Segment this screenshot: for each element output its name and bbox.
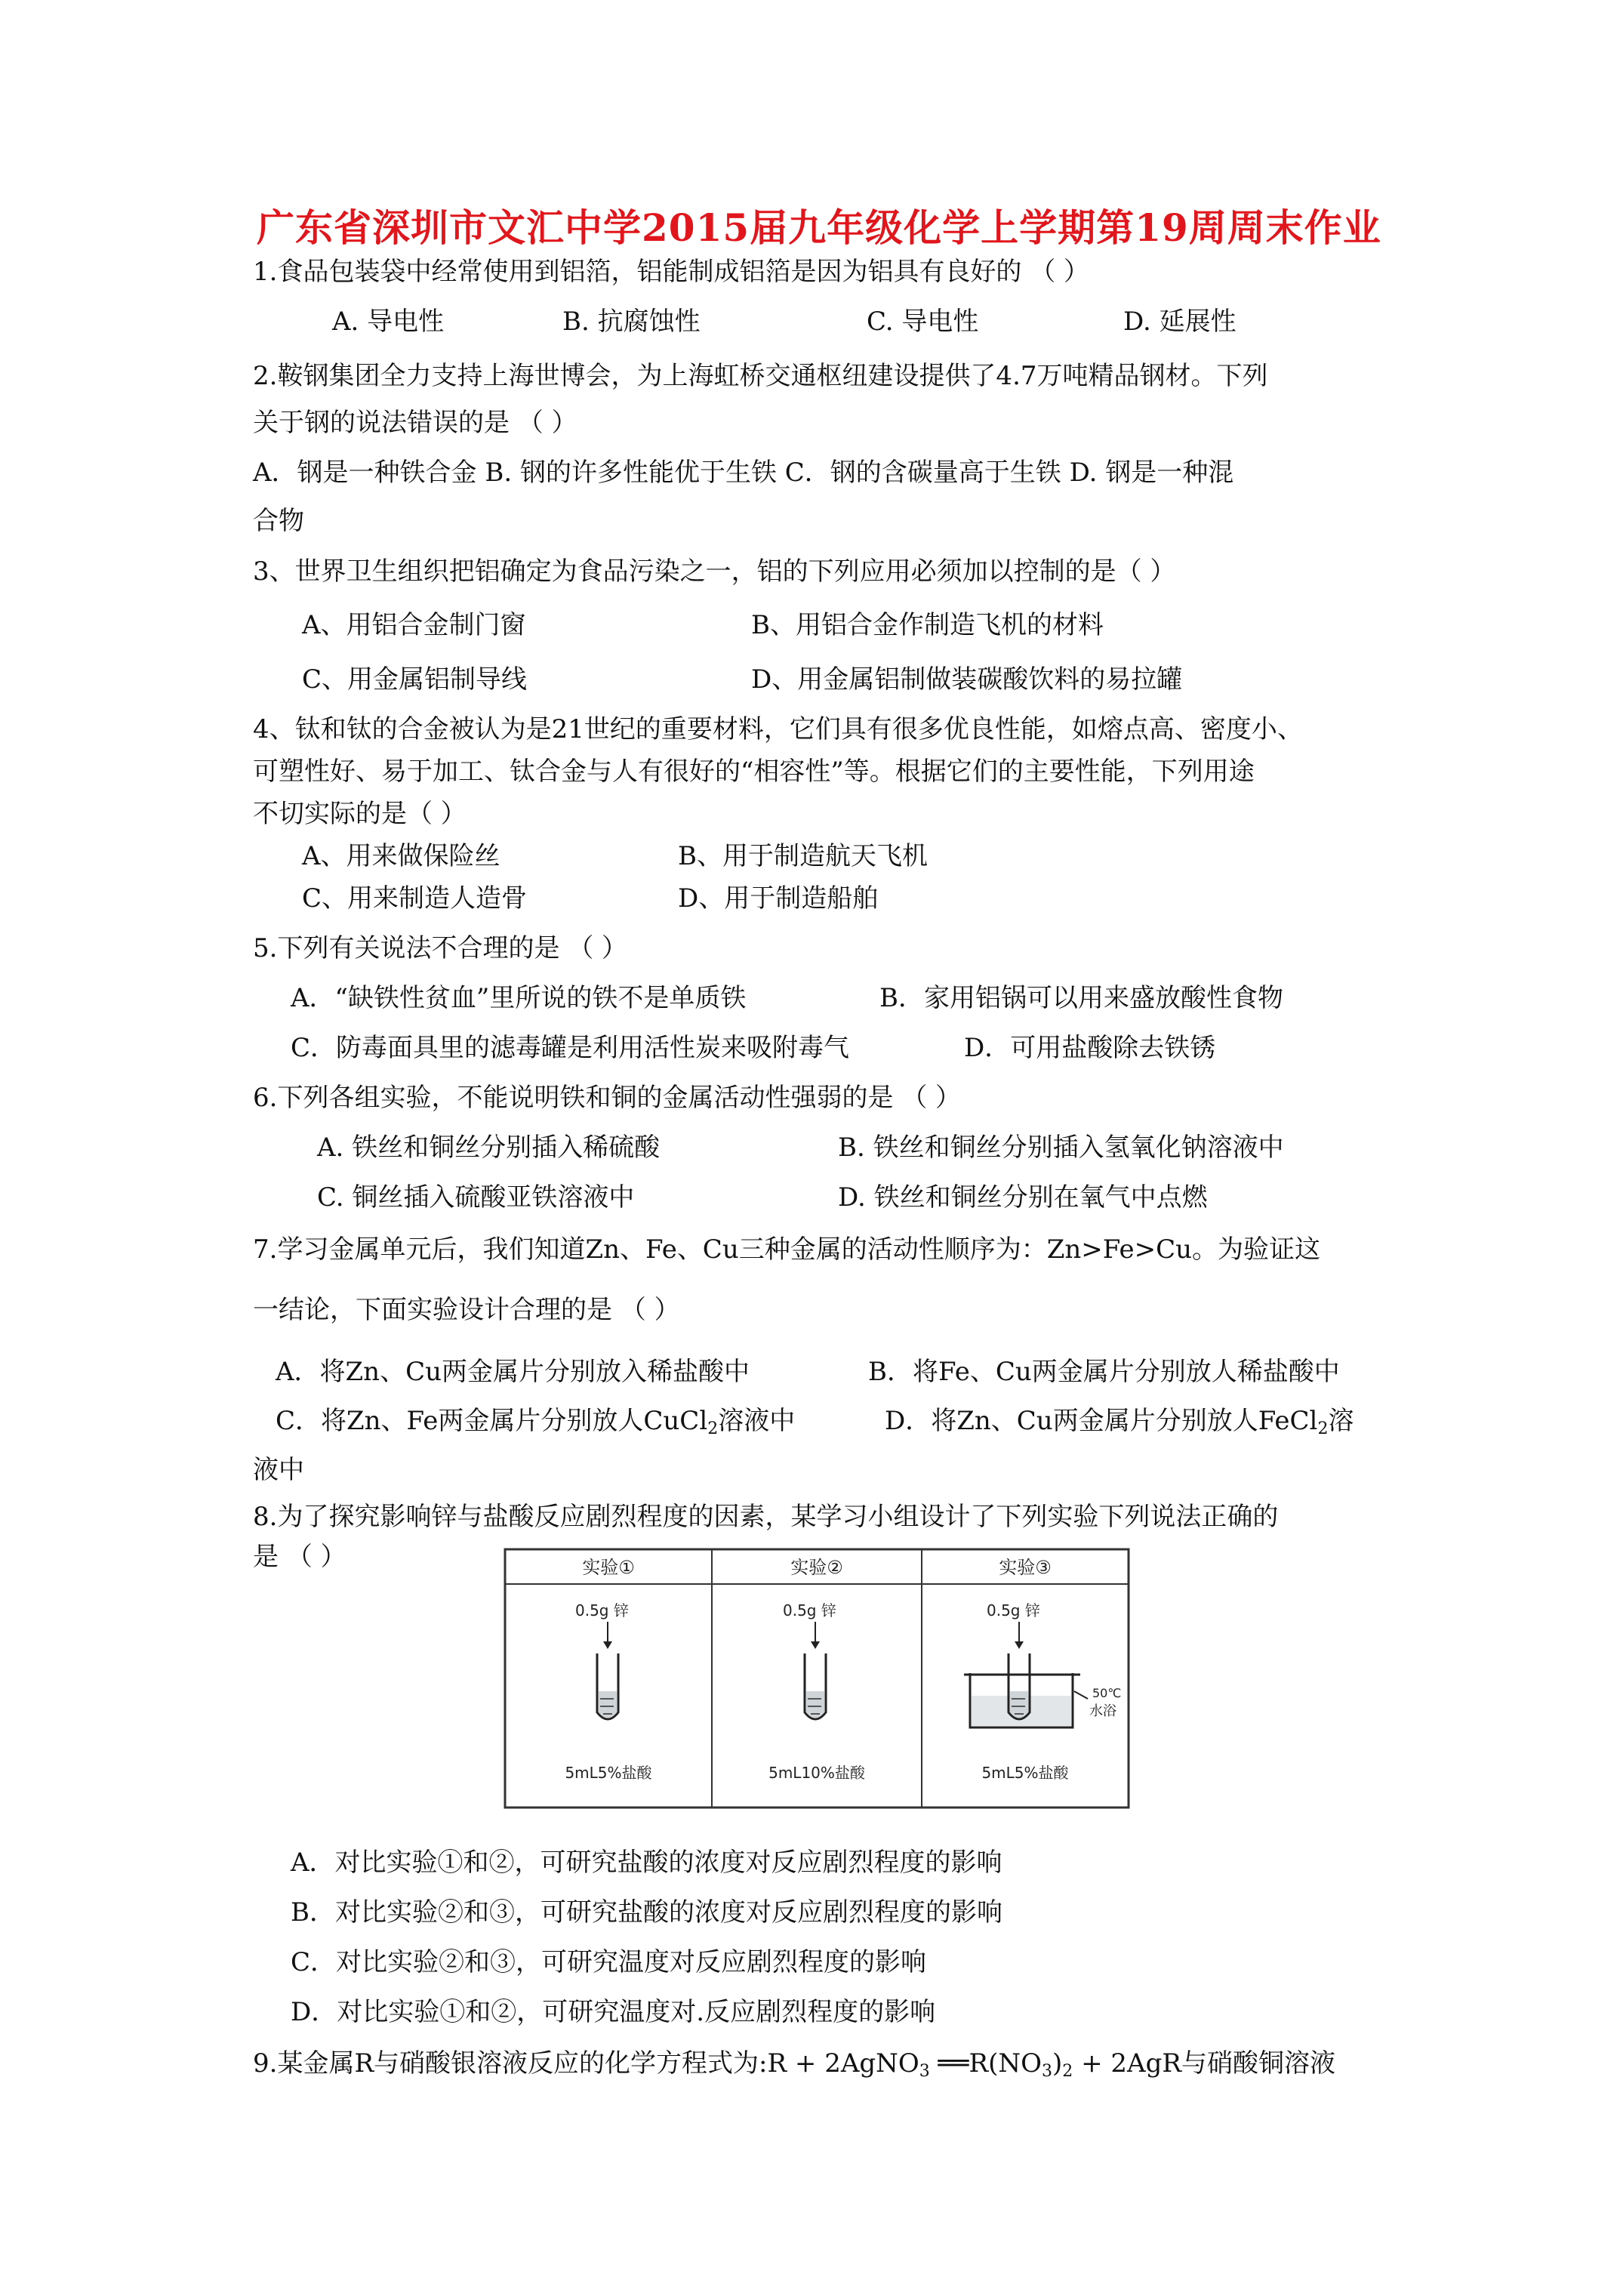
question-8-option-b: B．对比实验②和③，可研究盐酸的浓度对反应剧烈程度的影响: [291, 1897, 1002, 1928]
experiment-diagram: [504, 1548, 1130, 1809]
experiment-3-header: 实验③: [999, 1557, 1052, 1578]
question-6-option-d: D. 铁丝和铜丝分别在氧气中点燃: [838, 1182, 1208, 1213]
question-7-stem-line-2: 一结论，下面实验设计合理的是 （ ）: [253, 1295, 680, 1325]
experiment-2-zinc-label: 0.5g 锌: [783, 1601, 836, 1620]
experiment-3-acid-label: 5mL5%盐酸: [981, 1764, 1069, 1782]
question-2-stem-line-1: 2.鞍钢集团全力支持上海世博会，为上海虹桥交通枢纽建设提供了4.7万吨精品钢材。下列: [253, 361, 1268, 391]
question-8-option-c: C．对比实验②和③，可研究温度对反应剧烈程度的影响: [291, 1947, 927, 1977]
question-7-option-a: A．将Zn、Cu两金属片分别放入稀盐酸中: [276, 1357, 750, 1387]
question-3-option-d: D、用金属铝制做装碳酸饮料的易拉罐: [751, 664, 1183, 695]
question-4-option-c: C、用来制造人造骨: [302, 883, 528, 914]
question-8-stem-line-2: 是 （ ）: [253, 1542, 346, 1572]
question-8-option-d: D．对比实验①和②，可研究温度对.反应剧烈程度的影响: [291, 1997, 936, 2027]
experiment-1-acid-label: 5mL5%盐酸: [565, 1764, 652, 1782]
question-4-stem-line-3: 不切实际的是（ ）: [253, 799, 467, 829]
question-8-stem-line-1: 8.为了探究影响锌与盐酸反应剧烈程度的因素，某学习小组设计了下列实验下列说法正确的: [253, 1502, 1279, 1532]
question-7-stem-line-1: 7.学习金属单元后，我们知道Zn、Fe、Cu三种金属的活动性顺序为：Zn>Fe>Cu。为验证这: [253, 1234, 1320, 1265]
question-2-stem-line-2: 关于钢的说法错误的是 （ ）: [253, 408, 577, 438]
question-6-stem: 6.下列各组实验，不能说明铁和铜的金属活动性强弱的是 （ ）: [253, 1083, 962, 1113]
question-5-stem: 5.下列有关说法不合理的是 （ ）: [253, 933, 628, 963]
question-9-stem: 9.某金属R与硝酸银溶液反应的化学方程式为:R + 2AgNO$_3$ $══R(NO_3)_2 + 2AgR$与硝酸铜溶液: [253, 2048, 1335, 2081]
question-6-option-b: B. 铁丝和铜丝分别插入氢氧化钠溶液中: [838, 1133, 1284, 1163]
question-1-option-d: D. 延展性: [1123, 307, 1236, 337]
question-4-option-d: D、用于制造船舶: [678, 883, 879, 914]
question-4-option-a: A、用来做保险丝: [302, 841, 500, 871]
question-3-option-a: A、用铝合金制门窗: [302, 610, 526, 640]
question-2-options-line-1: A．钢是一种铁合金 B. 钢的许多性能优于生铁 C．钢的含碳量高于生铁 D. 钢是一种混: [253, 458, 1234, 488]
question-5-option-b: B．家用铝锅可以用来盛放酸性食物: [879, 983, 1283, 1013]
question-1-option-c: C. 导电性: [867, 307, 979, 337]
question-2-options-line-2: 合物: [253, 506, 304, 536]
experiment-3-temperature-label: 50℃: [1092, 1686, 1122, 1700]
question-1-option-a: A. 导电性: [332, 307, 445, 337]
question-4-stem-line-2: 可塑性好、易于加工、钛合金与人有很好的“相容性”等。根据它们的主要性能，下列用途: [253, 757, 1255, 787]
question-6-option-a: A. 铁丝和铜丝分别插入稀硫酸: [317, 1133, 661, 1163]
question-3-option-b: B、用铝合金作制造飞机的材料: [751, 610, 1104, 640]
page-title: 广东省深圳市文汇中学2015届九年级化学上学期第19周周末作业: [257, 205, 1381, 250]
question-5-option-d: D．可用盐酸除去铁锈: [964, 1033, 1216, 1063]
question-7-option-c: C．将Zn、Fe两金属片分别放人CuCl$_2$溶液中: [276, 1406, 796, 1438]
question-4-stem-line-1: 4、钛和钛的合金被认为是21世纪的重要材料，它们具有很多优良性能，如熔点高、密度小、: [253, 714, 1303, 744]
question-8-option-a: A．对比实验①和②，可研究盐酸的浓度对反应剧烈程度的影响: [291, 1848, 1002, 1878]
experiment-2-header: 实验②: [790, 1557, 843, 1578]
question-6-option-c: C. 铜丝插入硫酸亚铁溶液中: [317, 1182, 635, 1213]
experiment-3-bath-label: 水浴: [1089, 1703, 1116, 1719]
question-5-option-a: A．“缺铁性贫血”里所说的铁不是单质铁: [291, 983, 747, 1013]
question-1-option-b: B. 抗腐蚀性: [562, 307, 701, 337]
question-3-option-c: C、用金属铝制导线: [302, 664, 528, 695]
question-7-option-d: D．将Zn、Cu两金属片分别放人FeCl$_2$溶: [885, 1406, 1354, 1438]
experiment-1-header: 实验①: [582, 1557, 635, 1578]
question-7-option-d-continued: 液中: [253, 1455, 304, 1485]
question-4-option-b: B、用于制造航天飞机: [678, 841, 928, 871]
question-3-stem: 3、世界卫生组织把铝确定为食品污染之一，铝的下列应用必须加以控制的是（ ）: [253, 556, 1176, 587]
experiment-figure: [504, 1548, 1130, 1809]
experiment-3-zinc-label: 0.5g 锌: [987, 1601, 1040, 1620]
question-7-option-b: B．将Fe、Cu两金属片分别放人稀盐酸中: [868, 1357, 1340, 1387]
question-1-stem: 1.食品包装袋中经常使用到铝箔，铝能制成铝箔是因为铝具有良好的 （ ）: [253, 257, 1090, 287]
experiment-1-zinc-label: 0.5g 锌: [575, 1601, 629, 1620]
question-5-option-c: C．防毒面具里的滤毒罐是利用活性炭来吸附毒气: [291, 1033, 850, 1063]
experiment-2-acid-label: 5mL10%盐酸: [768, 1764, 865, 1782]
